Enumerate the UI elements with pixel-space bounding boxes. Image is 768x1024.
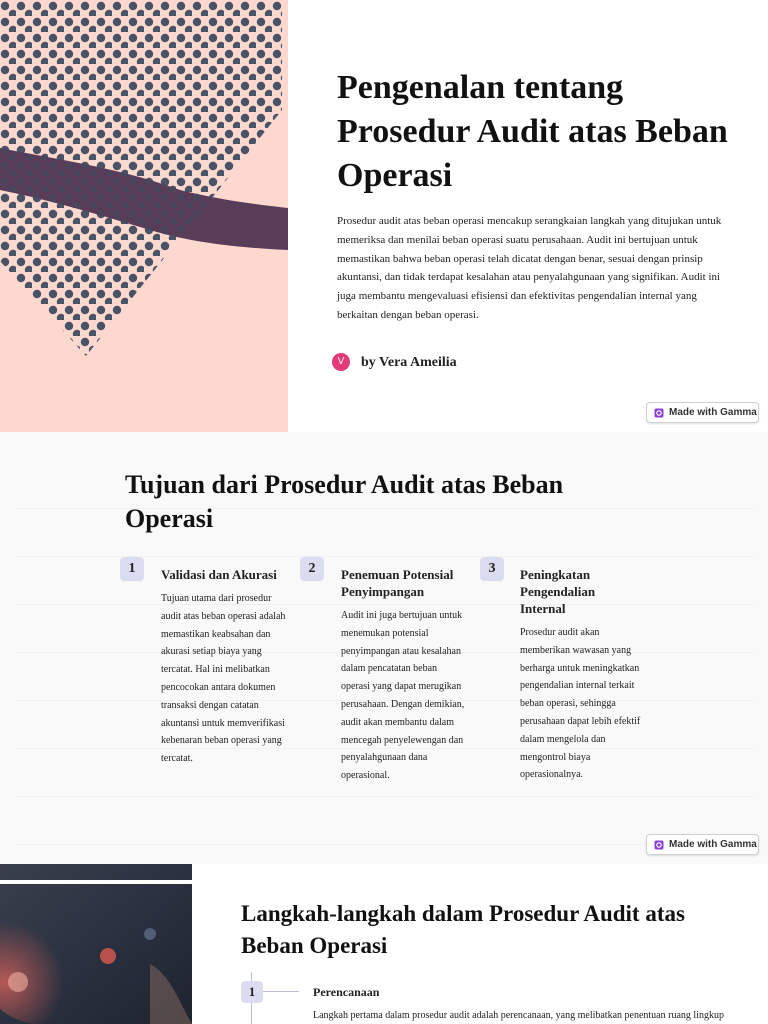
slide-objectives [0, 432, 768, 864]
page-title: Pengenalan tentang Prosedur Audit atas Beban Operasi [337, 69, 728, 194]
made-with-gamma-button[interactable] [646, 834, 759, 855]
gamma-logo-icon [654, 408, 664, 418]
finance-photo [0, 864, 192, 1024]
section-title: Langkah-langkah dalam Prosedur Audit atas Beban Operasi [241, 901, 685, 958]
halftone-illustration [0, 0, 288, 432]
objective-title: Peningkatan Pengendalian Internal [520, 567, 596, 616]
step-number-badge: 3 [480, 557, 504, 581]
slide-introduction [0, 0, 768, 432]
objective-title: Penemuan Potensial Penyimpangan [341, 567, 454, 599]
author-name: by Vera Ameilia [361, 355, 457, 370]
step-number-badge: 1 [120, 557, 144, 581]
slide-steps [0, 864, 768, 1024]
intro-description: Prosedur audit atas beban operasi mencakup serangkaian langkah yang ditujukan untuk memeriksa dan menilai beban operasi suatu perusahaan. Audit ini bertujuan untuk memastikan bahwa beban operasi telah dicatat dengan benar, sesuai dengan prinsip akuntansi, dan tidak terdapat kesalahan atau penyalahgunaan yang signifikan. Audit ini juga membantu mengevaluasi efisiensi dan efektivitas pengendalian internal yang berkaitan dengan beban operasi. [337, 215, 722, 321]
made-with-gamma-button[interactable] [646, 402, 759, 423]
objective-body: Prosedur audit akan memberikan wawasan yang berharga untuk meningkatkan pengendalian internal terkait beban operasi, sehingga perusahaan dapat lebih efektif dalam mengelola dan mengontrol biaya operasionalnya. [520, 627, 641, 781]
author-avatar: V [332, 353, 350, 371]
step-number-badge: 1 [241, 981, 263, 1003]
objective-body: Audit ini juga bertujuan untuk menemukan potensial penyimpangan atau kesalahan dalam pencatatan beban operasi yang dapat merugikan perusahaan. Dengan demikian, audit akan membantu dalam mencegah penyelewengan dan penyalahgunaan dana operasional. [341, 610, 465, 782]
section-title: Tujuan dari Prosedur Audit atas Beban Operasi [125, 470, 564, 533]
step-body: Langkah pertama dalam prosedur audit adalah perencanaan, yang melibatkan penentuan ruang lingkup [313, 1010, 724, 1021]
objective-body: Tujuan utama dari prosedur audit atas beban operasi adalah memastikan keabsahan dan akurasi setiap biaya yang tercatat. Hal ini melibatkan pencocokan antara dokumen transaksi dengan catatan akuntansi untuk memverifikasi kebenaran beban operasi yang tercatat. [161, 593, 286, 765]
step-number-badge: 2 [300, 557, 324, 581]
gamma-logo-icon [654, 840, 664, 850]
gamma-badge-label: Made with Gamma [669, 407, 757, 418]
objective-title: Validasi dan Akurasi [161, 567, 277, 582]
step-title: Perencanaan [313, 985, 380, 999]
author-byline [332, 352, 457, 371]
gamma-badge-label: Made with Gamma [669, 839, 757, 850]
halftone-dots-graphic [0, 0, 288, 432]
stock-ticker-image [0, 864, 192, 1024]
